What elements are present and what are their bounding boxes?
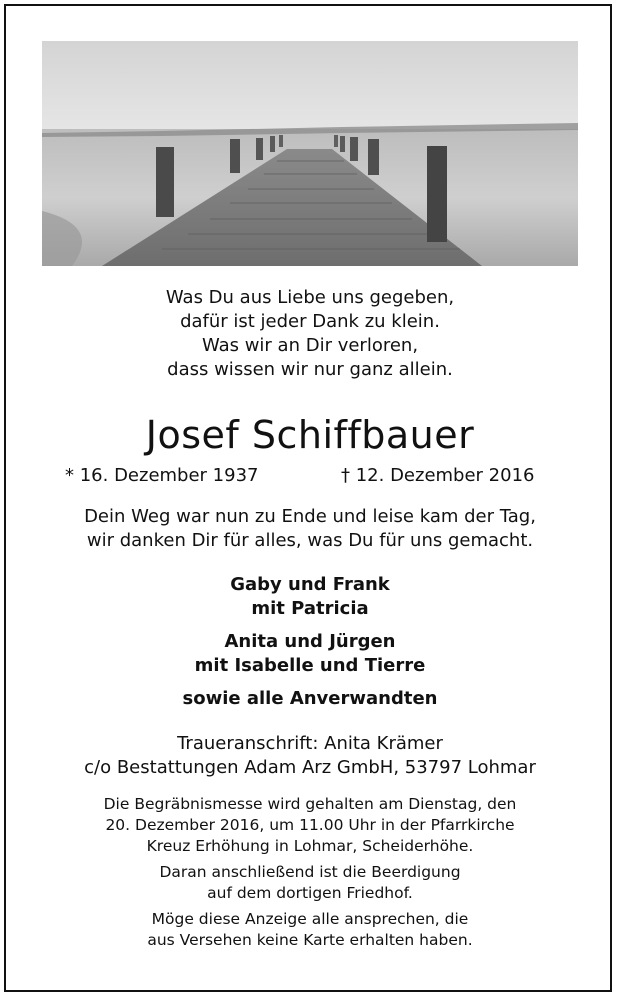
mourner-group [0, 630, 620, 678]
info-line: aus Versehen keine Karte erhalten haben. [147, 931, 473, 949]
jetty-photo [42, 41, 578, 266]
funeral-info [0, 794, 620, 956]
info-line: Die Begräbnismesse wird gehalten am Dienstag, den [103, 795, 517, 813]
mourner-line: sowie alle Anverwandten [182, 688, 438, 709]
mourner-line: mit Isabelle und Tierre [194, 655, 426, 676]
mourner-line: mit Patricia [251, 598, 369, 619]
quote-line: Dein Weg war nun zu Ende und leise kam der Tag, [84, 506, 536, 527]
mourning-address [0, 732, 620, 780]
mourner-group [0, 687, 620, 711]
poem-line: Was wir an Dir verloren, [201, 335, 419, 356]
poem-line: Was Du aus Liebe uns gegeben, [165, 287, 455, 308]
quote-line: wir danken Dir für alles, was Du für uns gemacht. [86, 530, 534, 551]
info-line: Daran anschließend ist die Beerdigung [159, 863, 461, 881]
poem-line: dafür ist jeder Dank zu klein. [180, 311, 440, 332]
poem-line: dass wissen wir nur ganz allein. [167, 359, 453, 380]
death-date: † 12. Dezember 2016 [341, 465, 535, 486]
mourner-group [0, 573, 620, 621]
mourners-list [0, 573, 620, 720]
birth-date: * 16. Dezember 1937 [65, 465, 259, 486]
info-line: Kreuz Erhöhung in Lohmar, Scheiderhöhe. [146, 837, 474, 855]
info-paragraph [0, 794, 620, 857]
mourner-line: Anita und Jürgen [224, 631, 396, 652]
info-line: Möge diese Anzeige alle ansprechen, die [151, 910, 469, 928]
info-paragraph [0, 909, 620, 951]
info-paragraph [0, 862, 620, 904]
address-line: c/o Bestattungen Adam Arz GmbH, 53797 Lohmar [84, 757, 536, 778]
info-line: auf dem dortigen Friedhof. [207, 884, 413, 902]
farewell-quote [0, 505, 620, 553]
address-line: Traueranschrift: Anita Krämer [177, 733, 443, 754]
mourner-line: Gaby und Frank [230, 574, 390, 595]
memorial-poem [0, 286, 620, 382]
deceased-name: Josef Schiffbauer [145, 413, 475, 457]
info-line: 20. Dezember 2016, um 11.00 Uhr in der Pfarrkirche [105, 816, 515, 834]
